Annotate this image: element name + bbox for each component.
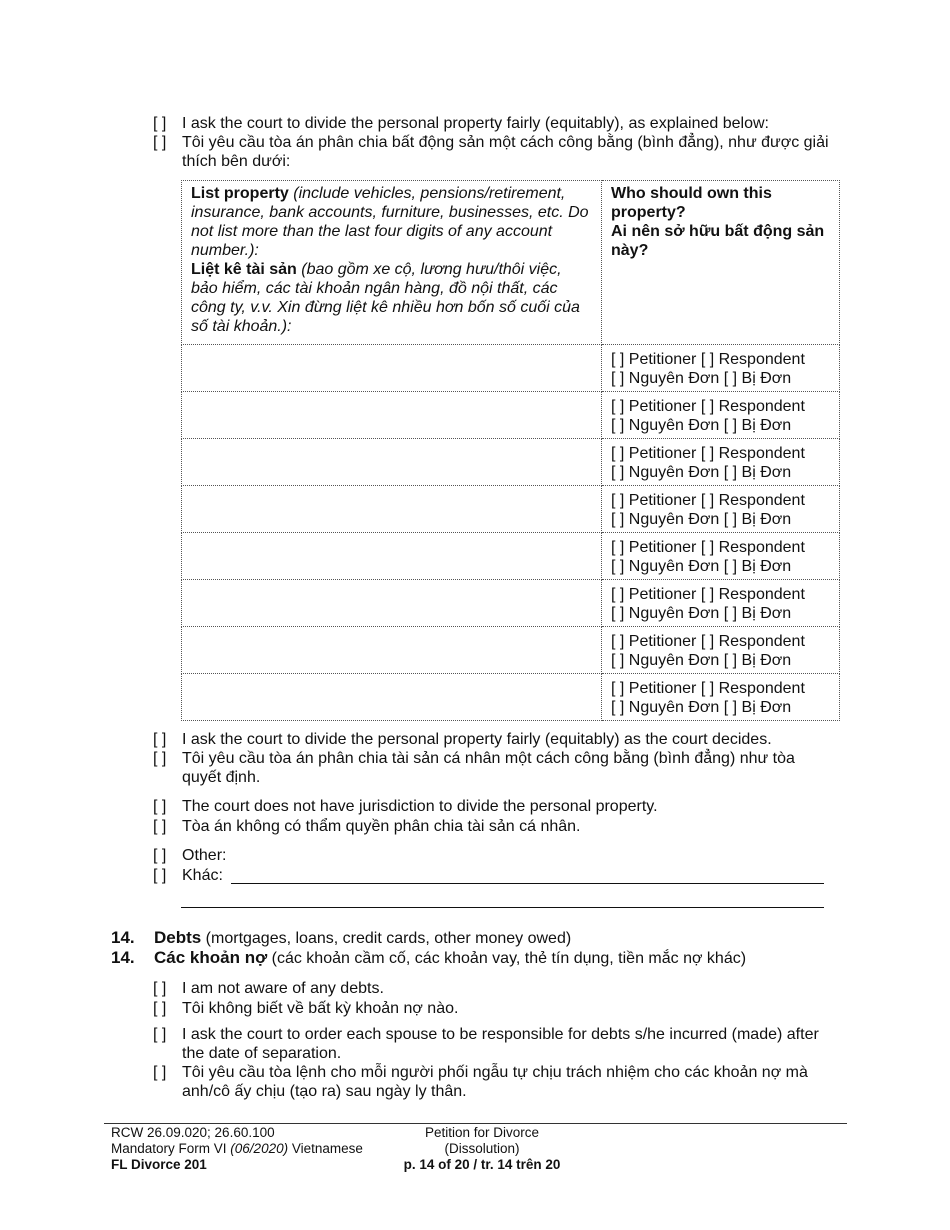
- footer-divider: [104, 1123, 847, 1124]
- table-row: [182, 533, 840, 580]
- checkbox[interactable]: [ ]: [153, 115, 167, 132]
- list-property-header: List property (include vehicles, pensions/retirement, insurance, bank accounts, furniture, businesses, etc. Do not list more than the last four digits of any account number.): Liệt kê tài sản (bao gồm xe cộ, lương hưu/thôi việc, bảo hiểm, các tài khoản ngân hàng, đồ nội thất, các công ty, v.v. Xin đừng liệt kê nhiều hơn bốn số cuối của số tài khoản.):: [182, 181, 602, 345]
- option-each-spouse-vi: [ ] Tôi yêu cầu tòa lệnh cho mỗi người phối ngẫu tự chịu trách nhiệm cho các khoản nợ mà anh/cô ấy chịu (tạo ra) sau ngày ly thân.: [153, 1064, 808, 1100]
- table-row: [182, 392, 840, 439]
- checkbox[interactable]: [ ]: [153, 1064, 167, 1081]
- owner-cell[interactable]: [ ] Petitioner [ ] Respondent [ ] Nguyên Đơn [ ] Bị Đơn: [602, 345, 840, 392]
- checkbox[interactable]: [ ]: [153, 980, 167, 997]
- table-row: [182, 439, 840, 486]
- option-no-jurisdiction-en: [ ] The court does not have jurisdiction to divide the personal property.: [153, 798, 658, 815]
- property-cell[interactable]: [182, 533, 602, 580]
- option-court-decides-en: [ ] I ask the court to divide the personal property fairly (equitably) as the court decides.: [153, 731, 772, 748]
- property-cell[interactable]: [182, 439, 602, 486]
- option-each-spouse-en: [ ] I ask the court to order each spouse to be responsible for debts s/he incurred (made) after the date of separation.: [153, 1026, 819, 1062]
- owner-cell[interactable]: [ ] Petitioner [ ] Respondent [ ] Nguyên Đơn [ ] Bị Đơn: [602, 392, 840, 439]
- checkbox[interactable]: [ ]: [153, 750, 167, 767]
- debts-heading-en: 14. Debts (mortgages, loans, credit cards, other money owed): [111, 928, 572, 947]
- owner-cell[interactable]: [ ] Petitioner [ ] Respondent [ ] Nguyên Đơn [ ] Bị Đơn: [602, 439, 840, 486]
- checkbox[interactable]: [ ]: [153, 847, 167, 864]
- owner-header: Who should own this property? Ai nên sở hữu bất động sản này?: [602, 181, 840, 345]
- owner-cell[interactable]: [ ] Petitioner [ ] Respondent [ ] Nguyên Đơn [ ] Bị Đơn: [602, 674, 840, 721]
- owner-cell[interactable]: [ ] Petitioner [ ] Respondent [ ] Nguyên Đơn [ ] Bị Đơn: [602, 533, 840, 580]
- option-not-aware-vi: [ ] Tôi không biết về bất kỳ khoản nợ nào.: [153, 1000, 459, 1017]
- property-cell[interactable]: [182, 627, 602, 674]
- checkbox[interactable]: [ ]: [153, 867, 167, 884]
- page-number: p. 14 of 20 / tr. 14 trên 20: [403, 1157, 561, 1172]
- table-row: [182, 345, 840, 392]
- checkbox[interactable]: [ ]: [153, 798, 167, 815]
- table-row: [182, 627, 840, 674]
- table-row: [182, 674, 840, 721]
- owner-cell[interactable]: [ ] Petitioner [ ] Respondent [ ] Nguyên Đơn [ ] Bị Đơn: [602, 627, 840, 674]
- option-no-jurisdiction-vi: [ ] Tòa án không có thẩm quyền phân chia tài sản cá nhân.: [153, 818, 581, 835]
- table-row: [182, 486, 840, 533]
- owner-cell[interactable]: [ ] Petitioner [ ] Respondent [ ] Nguyên Đơn [ ] Bị Đơn: [602, 486, 840, 533]
- property-table: [181, 180, 840, 721]
- table-row: [182, 580, 840, 627]
- other-text-field-line-2[interactable]: [181, 888, 824, 908]
- property-cell[interactable]: [182, 392, 602, 439]
- checkbox[interactable]: [ ]: [153, 818, 167, 835]
- property-cell[interactable]: [182, 580, 602, 627]
- checkbox[interactable]: [ ]: [153, 1026, 167, 1043]
- property-cell[interactable]: [182, 674, 602, 721]
- option-divide-as-explained-en: [ ] I ask the court to divide the personal property fairly (equitably), as explained below:: [153, 115, 769, 132]
- property-cell[interactable]: [182, 345, 602, 392]
- footer-form-info: RCW 26.09.020; 26.60.100 Mandatory Form VI (06/2020) Vietnamese FL Divorce 201: [111, 1125, 363, 1172]
- checkbox[interactable]: [ ]: [153, 731, 167, 748]
- owner-cell[interactable]: [ ] Petitioner [ ] Respondent [ ] Nguyên Đơn [ ] Bị Đơn: [602, 580, 840, 627]
- checkbox[interactable]: [ ]: [153, 134, 167, 151]
- debts-heading-vi: 14. Các khoản nợ (các khoản cầm cố, các khoản vay, thẻ tín dụng, tiền mắc nợ khác): [111, 948, 747, 967]
- other-text-field[interactable]: [231, 864, 824, 884]
- checkbox[interactable]: [ ]: [153, 1000, 167, 1017]
- footer-form-title: Petition for Divorce (Dissolution) p. 14 of 20 / tr. 14 trên 20: [391, 1125, 573, 1173]
- option-divide-as-explained-vi: [ ] Tôi yêu cầu tòa án phân chia bất động sản một cách công bằng (bình đẳng), như được giải thích bên dưới:: [153, 134, 829, 170]
- option-other-vi: [ ] Khác:: [153, 867, 223, 884]
- option-not-aware-en: [ ] I am not aware of any debts.: [153, 980, 384, 997]
- property-cell[interactable]: [182, 486, 602, 533]
- option-other-en: [ ] Other:: [153, 847, 227, 864]
- option-court-decides-vi: [ ] Tôi yêu cầu tòa án phân chia tài sản cá nhân một cách công bằng (bình đẳng) như tòa quyết định.: [153, 750, 795, 786]
